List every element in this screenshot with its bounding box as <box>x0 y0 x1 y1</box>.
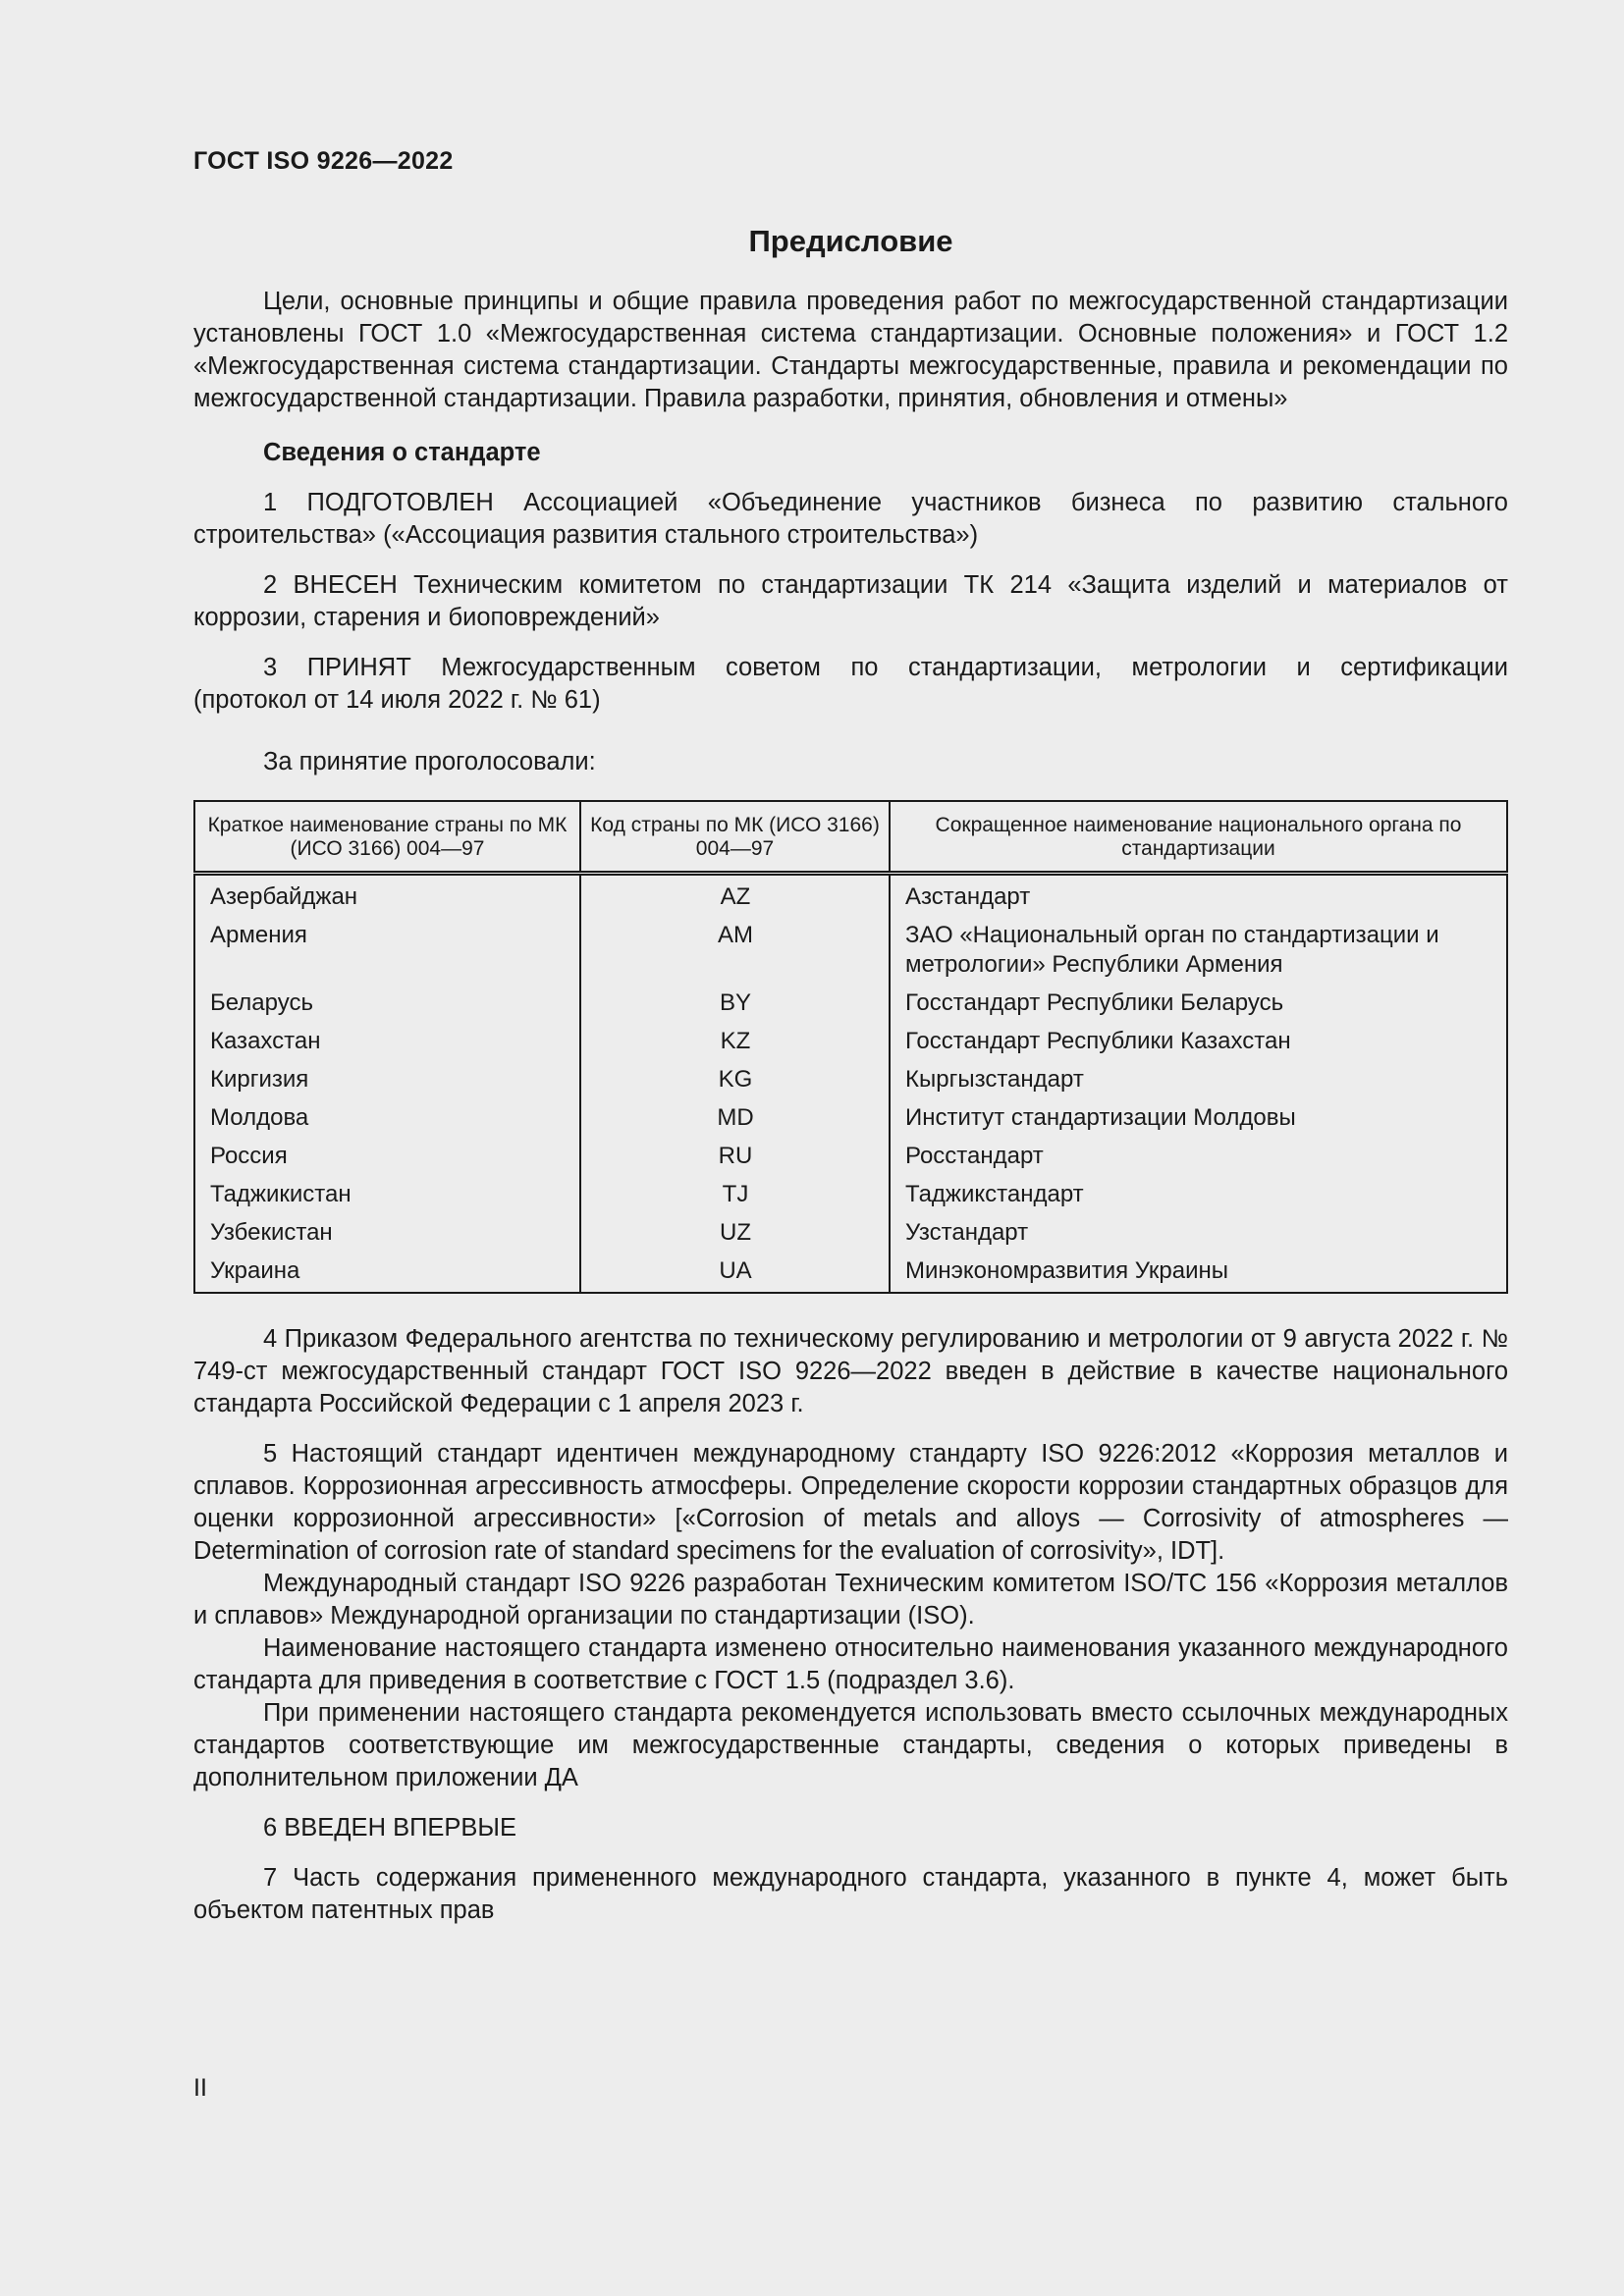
country-cell: Армения <box>194 916 580 984</box>
body-cell: ЗАО «Национальный орган по стандартизации и метрологии» Республики Армения <box>905 922 1439 978</box>
item-6: 6 ВВЕДЕН ВПЕРВЫЕ <box>263 1814 517 1842</box>
code-cell: UZ <box>580 1213 890 1252</box>
body-cell: Институт стандартизации Молдовы <box>905 1104 1296 1131</box>
table-row <box>194 916 1507 984</box>
code-cell: UA <box>580 1252 890 1293</box>
intro-paragraph: Цели, основные принципы и общие правила проведения работ по межгосударственной стандартизации установлены ГОСТ 1.0 «Межгосударственная система стандартизации. Основные положения» и ГОСТ 1.2 «Межгосударственная система стандартизации. Стандарты межгосударственные, правила и рекомендации по межгосударственной стандартизации. Правила разработки, принятия, обновления и отмены» <box>193 288 1508 412</box>
body-cell: Госстандарт Республики Беларусь <box>905 989 1284 1016</box>
code-cell: AM <box>580 916 890 984</box>
vote-intro: За принятие проголосовали: <box>263 748 596 775</box>
body-cell: Госстандарт Республики Казахстан <box>905 1028 1291 1054</box>
country-cell: Беларусь <box>194 984 580 1022</box>
item-3-line-2: (протокол от 14 июля 2022 г. № 61) <box>193 686 601 714</box>
item-2: 2 ВНЕСЕН Техническим комитетом по стандартизации ТК 214 «Защита изделий и материалов от коррозии, старения и биоповреждений» <box>193 571 1508 631</box>
body-cell: Минэкономразвития Украины <box>905 1257 1229 1284</box>
header-country: Краткое наименование страны по МК (ИСО 3166) 004—97 <box>194 801 580 874</box>
header-body: Сокращенное наименование национального органа по стандартизации <box>890 801 1507 874</box>
table-row <box>194 984 1507 1022</box>
item-5-paragraph-2: Международный стандарт ISO 9226 разработан Техническим комитетом ISO/TC 156 «Коррозия металлов и сплавов» Международной организации по стандартизации (ISO). <box>193 1570 1508 1629</box>
table-row <box>194 874 1507 917</box>
code-cell: TJ <box>580 1175 890 1213</box>
body-cell: Росстандарт <box>905 1143 1044 1169</box>
country-cell: Узбекистан <box>194 1213 580 1252</box>
country-cell: Азербайджан <box>194 874 580 917</box>
code-cell: KG <box>580 1060 890 1098</box>
header-code: Код страны по МК (ИСО 3166) 004—97 <box>580 801 890 874</box>
item-4: 4 Приказом Федерального агентства по техническому регулированию и метрологии от 9 августа 2022 г. № 749-ст межгосударственный стандарт ГОСТ ISO 9226—2022 введен в действие в качестве национального стандарта Российской Федерации с 1 апреля 2023 г. <box>193 1325 1508 1417</box>
country-cell: Россия <box>194 1137 580 1175</box>
country-cell: Украина <box>194 1252 580 1293</box>
table-row <box>194 1213 1507 1252</box>
country-cell: Молдова <box>194 1098 580 1137</box>
code-cell: MD <box>580 1098 890 1137</box>
foreword-body <box>193 286 1508 1927</box>
item-5-paragraph-3: Наименование настоящего стандарта изменено относительно наименования указанного международного стандарта для приведения в соответствие с ГОСТ 1.5 (подраздел 3.6). <box>193 1634 1508 1694</box>
country-cell: Казахстан <box>194 1022 580 1060</box>
table-row <box>194 1098 1507 1137</box>
table-row <box>194 1137 1507 1175</box>
body-cell: Узстандарт <box>905 1219 1029 1246</box>
table-row <box>194 1252 1507 1293</box>
table-row <box>194 1022 1507 1060</box>
section-title: Сведения о стандарте <box>263 439 541 466</box>
code-cell: BY <box>580 984 890 1022</box>
item-7: 7 Часть содержания примененного международного стандарта, указанного в пункте 4, может быть объектом патентных прав <box>193 1864 1508 1924</box>
table-row <box>194 1060 1507 1098</box>
code-cell: KZ <box>580 1022 890 1060</box>
table-header-row <box>194 801 1507 874</box>
item-3-line-1: 3 ПРИНЯТ Межгосударственным советом по стандартизации, метрологии и сертификации <box>263 654 1508 681</box>
country-cell: Таджикистан <box>194 1175 580 1213</box>
item-1: 1 ПОДГОТОВЛЕН Ассоциацией «Объединение участников бизнеса по развитию стального строительства» («Ассоциация развития стального строительства») <box>193 489 1508 549</box>
page-number: II <box>193 2074 207 2102</box>
document-code: ГОСТ ISO 9226—2022 <box>193 147 454 175</box>
page-title: Предисловие <box>748 224 953 258</box>
item-5: 5 Настоящий стандарт идентичен международному стандарту ISO 9226:2012 «Коррозия металлов и сплавов. Коррозионная агрессивность атмосферы. Определение скорости коррозии стандартных образцов для оценки коррозионной агрессивности» [«Corrosion of metals and alloys — Corrosivity of atmospheres — Determination of corrosion rate of standard specimens for the evaluation of corrosivity», IDT]. <box>193 1440 1508 1565</box>
body-cell: Кыргызстандарт <box>905 1066 1084 1093</box>
table-row <box>194 1175 1507 1213</box>
country-cell: Киргизия <box>194 1060 580 1098</box>
body-cell: Азстандарт <box>905 883 1031 910</box>
code-cell: AZ <box>580 874 890 917</box>
code-cell: RU <box>580 1137 890 1175</box>
body-cell: Таджикстандарт <box>905 1181 1084 1207</box>
voting-table <box>193 800 1508 1294</box>
item-5-paragraph-4: При применении настоящего стандарта рекомендуется использовать вместо ссылочных международных стандартов соответствующие им межгосударственные стандарты, сведения о которых приведены в дополнительном приложении ДА <box>193 1699 1508 1791</box>
